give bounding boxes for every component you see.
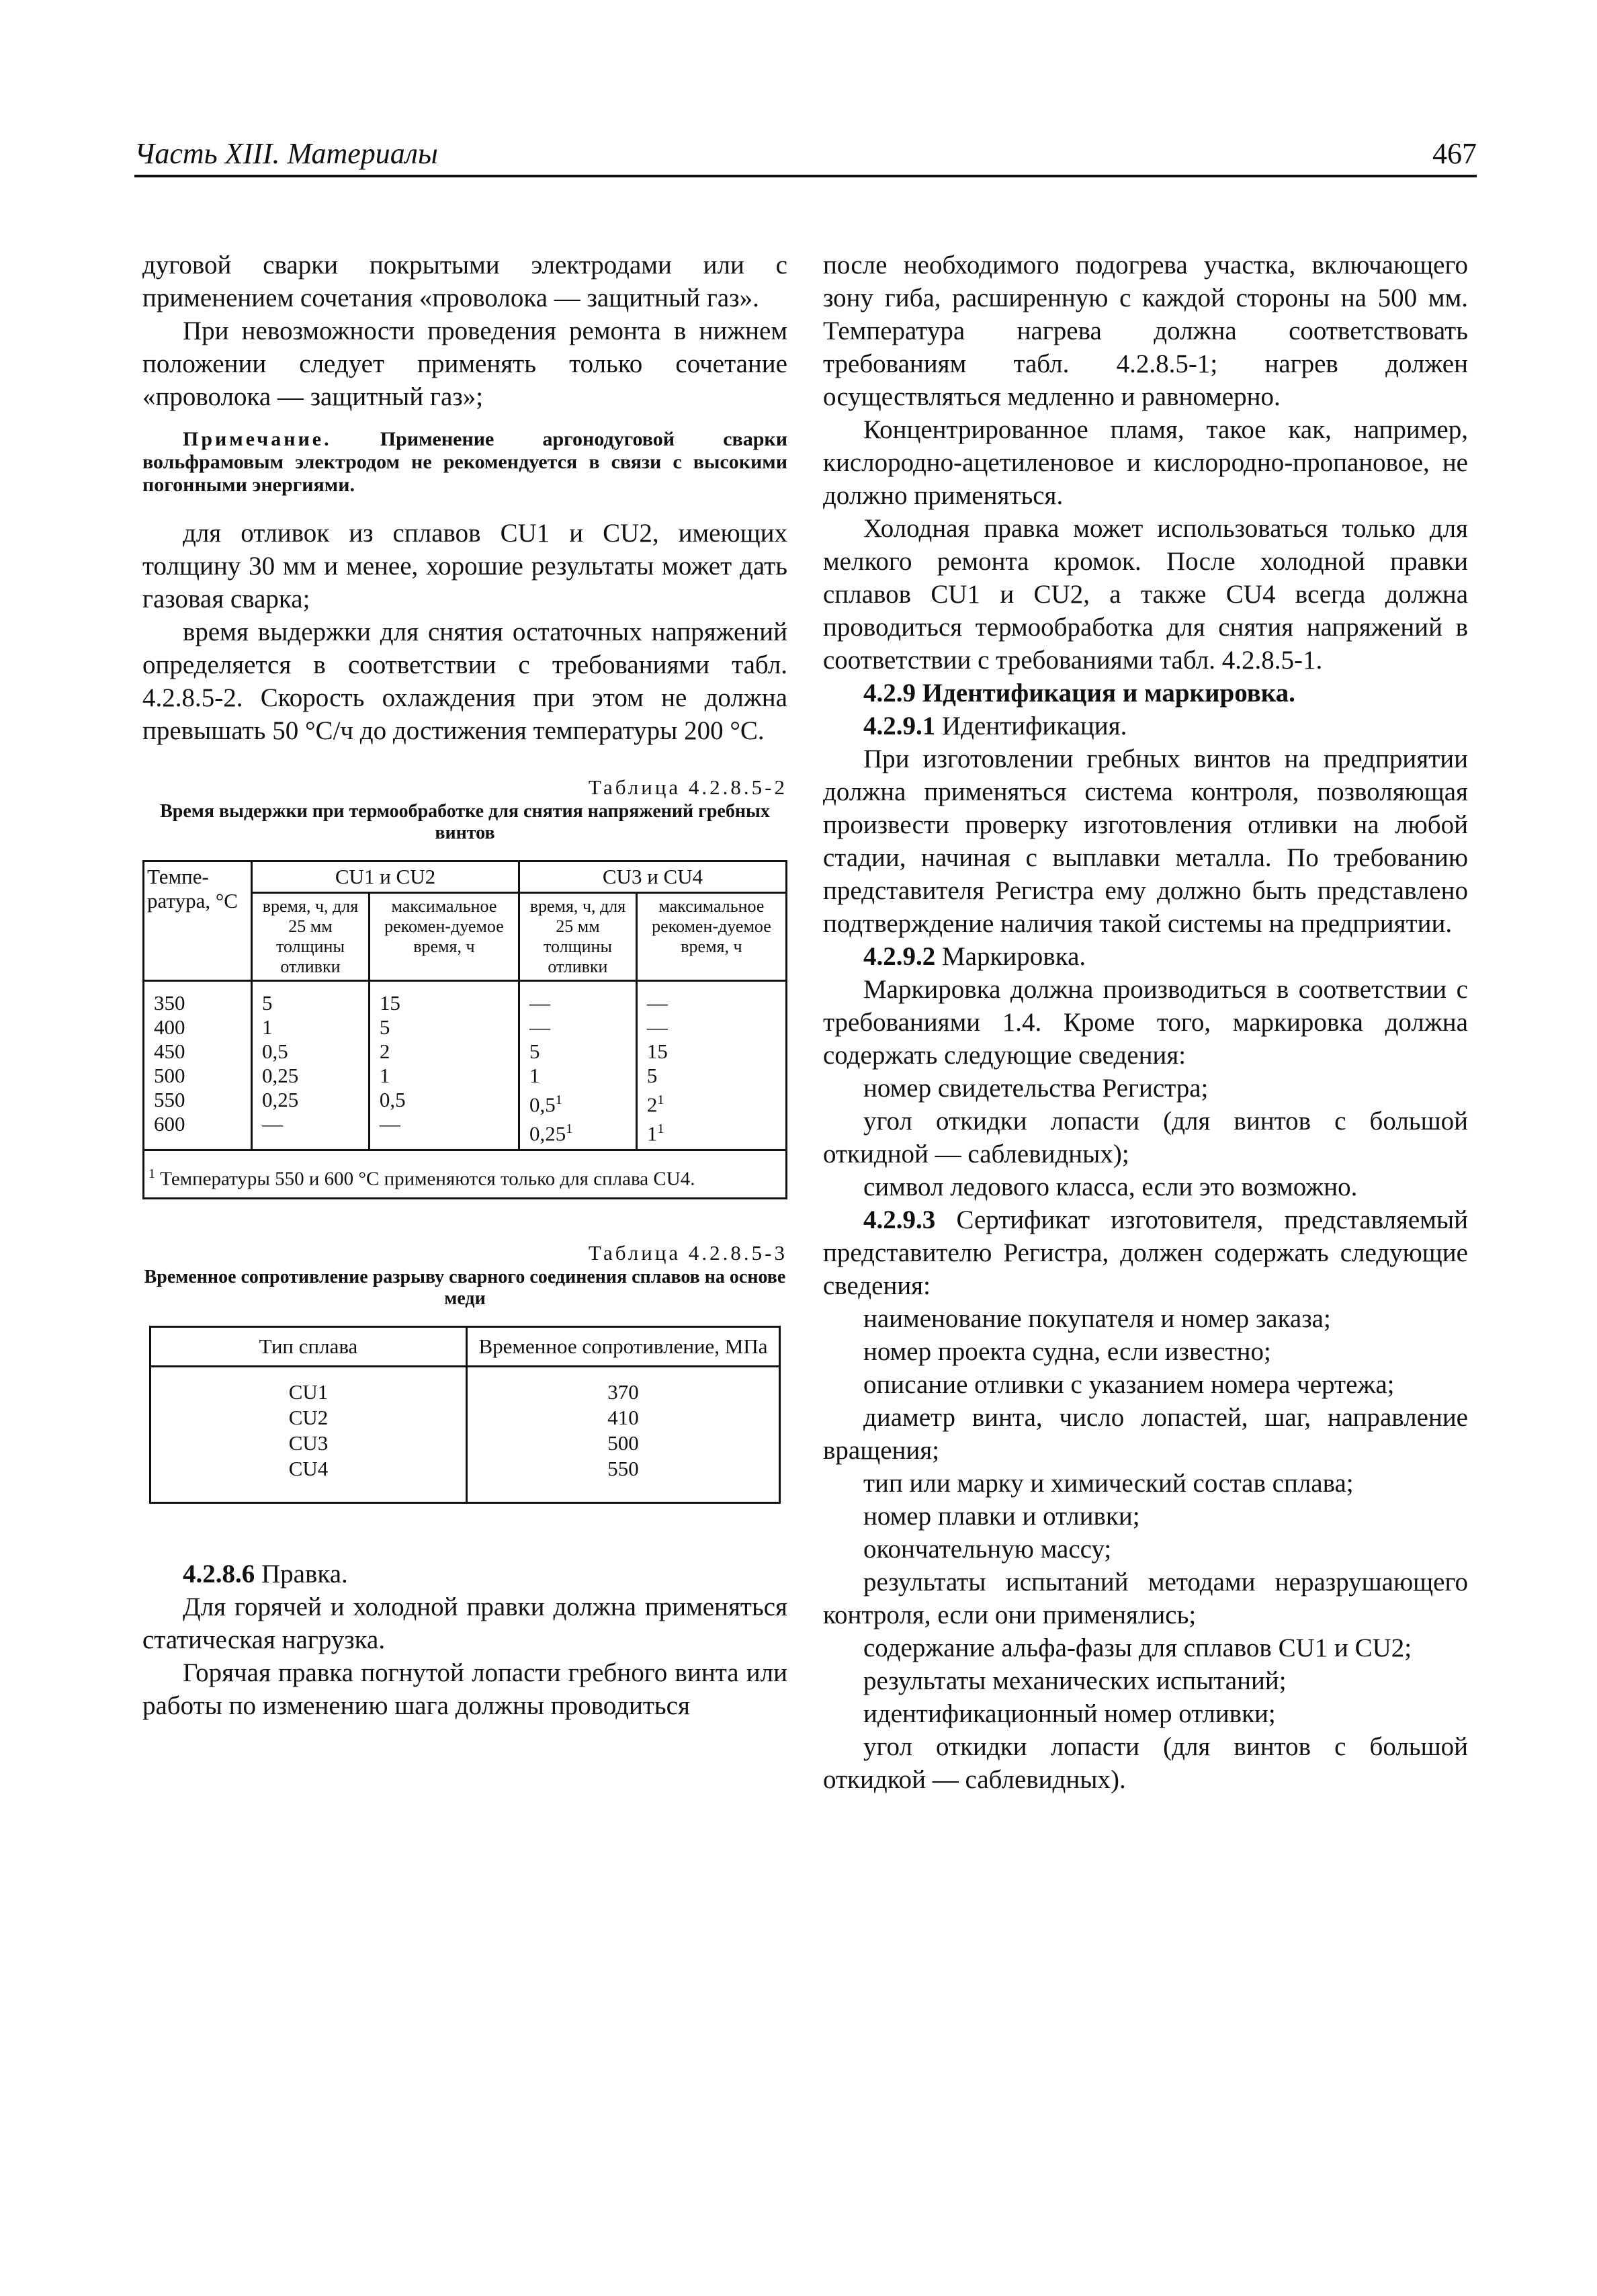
table-cell: — [646, 1015, 668, 1039]
page-header [134, 134, 1477, 177]
list-item: содержание альфа-фазы для сплавов CU1 и CU2; [863, 1633, 1412, 1662]
list-item: тип или марку и химический состав сплава; [863, 1469, 1354, 1498]
paragraph: Маркировка должна производиться в соответствии с требованиями 1.4. Кроме того, маркировка должна содержать следующие сведения: [823, 975, 1468, 1070]
header-alloy: Тип сплава [150, 1327, 467, 1367]
subsection-heading [823, 940, 1468, 973]
section-heading [142, 1558, 787, 1590]
cu34-max-column [636, 981, 786, 1150]
list-item: результаты испытаний методами неразрушающего контроля, если они применялись; [823, 1568, 1468, 1629]
section-number: 4.2.9.3 [863, 1205, 936, 1234]
cu12-time-column: 5 1 0,5 0,25 0,25 — [252, 981, 370, 1150]
paragraph: При изготовлении гребных винтов на предприятии должна применяться система контроля, позволяющая произвести проверку изготовления отливки на любой стадии, начиная с выплавки металла. По требованию представителя Регистра ему должно быть представлено подтверждение наличия такой системы на предприятии. [823, 745, 1468, 938]
right-column [823, 249, 1468, 1796]
list-item: окончательную массу; [863, 1535, 1112, 1564]
page-number: 467 [1432, 137, 1477, 170]
cu34-time-column [519, 981, 636, 1150]
strength-column: 370 410 500 550 [467, 1367, 780, 1503]
list-item: символ ледового класса, если это возможно. [863, 1173, 1358, 1201]
section-number: 4.2.9.1 [863, 712, 936, 740]
header-temp: Темпе-ратура, °С [144, 861, 252, 981]
paragraph: Концентрированное пламя, такое как, например, кислородно-ацетиленовое и кислородно-пропановое, не должно применяться. [823, 415, 1468, 510]
subsection-heading [823, 1203, 1468, 1302]
header-group-cu1-cu2: CU1 и CU2 [252, 861, 519, 893]
table-caption: Таблица 4.2.8.5-3 [588, 1241, 787, 1265]
header-group-cu3-cu4: CU3 и CU4 [519, 861, 786, 893]
footnote-text: Температуры 550 и 600 °С применяются только для сплава CU4. [160, 1168, 695, 1190]
list-item: наименование покупателя и номер заказа; [863, 1304, 1331, 1333]
paragraph: При невозможности проведения ремонта в нижнем положении следует применять только сочетание «проволока — защитный газ»; [142, 316, 787, 411]
list-item: описание отливки с указанием номера чертежа; [863, 1370, 1395, 1399]
footnote-mark: 1 [148, 1166, 155, 1181]
header-time-1: время, ч, для 25 мм толщины отливки [252, 893, 370, 981]
footnote-mark: 1 [657, 1093, 664, 1107]
table-cell: 0,25 [529, 1121, 566, 1146]
table-cell: 15 [646, 1039, 668, 1063]
paragraph: Для горячей и холодной правки должна применяться статическая нагрузка. [142, 1592, 787, 1655]
list-item: идентификационный номер отливки; [863, 1699, 1276, 1728]
list-item: номер проекта судна, если известно; [863, 1337, 1271, 1366]
list-item: номер свидетельства Регистра; [863, 1074, 1209, 1103]
list-item: угол откидки лопасти (для винтов с большой откидкой — саблевидных). [823, 1732, 1468, 1794]
table-footnote [144, 1150, 787, 1199]
alloy-column: CU1 CU2 CU3 CU4 [150, 1367, 467, 1503]
paragraph: Холодная правка может использоваться только для мелкого ремонта кромок. После холодной правки сплавов CU1 и CU2, а также CU4 всегда должна проводиться термообработка для снятия напряжений в соответствии с требованиями табл. 4.2.8.5-1. [823, 514, 1468, 675]
table-cell: 2 [646, 1093, 658, 1117]
left-column [142, 249, 787, 1722]
section-title: Правка. [261, 1560, 348, 1589]
stress-relief-table [142, 860, 787, 1199]
list-item: угол откидки лопасти (для винтов с большой откидной — саблевидных); [823, 1107, 1468, 1168]
section-number: 4.2.9.2 [863, 942, 936, 971]
header-max-2: максимальное рекомен-дуемое время, ч [636, 893, 786, 981]
tensile-strength-table [149, 1326, 781, 1504]
section-number: 4.2.8.6 [183, 1560, 255, 1589]
table-cell: 5 [529, 1039, 540, 1063]
section-title: Идентификация. [942, 712, 1127, 740]
table-cell: 5 [646, 1064, 658, 1087]
table-cell: 1 [646, 1121, 658, 1146]
footnote-mark: 1 [566, 1121, 573, 1137]
subsection-heading [823, 710, 1468, 742]
note-label: Примечание. [183, 428, 332, 450]
list-item: диаметр винта, число лопастей, шаг, направление вращения; [823, 1403, 1468, 1465]
paragraph: время выдержки для снятия остаточных напряжений определяется в соответствии с требованиями табл. 4.2.8.5-2. Скорость охлаждения при этом не должна превышать 50 °С/ч до достижения температуры 200 °С. [142, 618, 787, 745]
paragraph: дуговой сварки покрытыми электродами или с применением сочетания «проволока — защитный газ». [142, 251, 787, 312]
table-title: Временное сопротивление разрыву сварного соединения сплавов на основе меди [144, 1267, 786, 1310]
note [142, 428, 787, 497]
header-time-2: время, ч, для 25 мм толщины отливки [519, 893, 636, 981]
header-max-1: максимальное рекомен-дуемое время, ч [369, 893, 519, 981]
footnote-mark: 1 [555, 1093, 562, 1107]
table-cell: — [529, 1015, 550, 1039]
list-item: результаты механических испытаний; [863, 1666, 1287, 1695]
header-strength: Временное сопротивление, МПа [467, 1327, 780, 1367]
table-caption: Таблица 4.2.8.5-2 [588, 775, 787, 799]
section-text: Сертификат изготовителя, представляемый представителю Регистра, должен содержать следующие сведения: [823, 1205, 1469, 1300]
footnote-mark: 1 [657, 1121, 664, 1137]
paragraph: Горячая правка погнутой лопасти гребного винта или работы по изменению шага должны проводиться [142, 1658, 787, 1721]
table-cell: 1 [529, 1064, 540, 1087]
table-cell: — [529, 991, 550, 1015]
table-cell: — [646, 991, 668, 1015]
table-cell: 0,5 [529, 1093, 556, 1117]
temp-column: 350 400 450 500 550 600 [144, 981, 252, 1150]
section-heading: 4.2.9 Идентификация и маркировка. [863, 679, 1295, 708]
running-title: Часть XIII. Материалы [134, 137, 438, 170]
paragraph: после необходимого подогрева участка, включающего зону гиба, расширенную с каждой стороны на 500 мм. Температура нагрева должна соответствовать требованиям табл. 4.2.8.5-1; нагрев должен осуществляться медленно и равномерно. [823, 251, 1468, 411]
paragraph: для отливок из сплавов CU1 и CU2, имеющих толщину 30 мм и менее, хорошие результаты может дать газовая сварка; [142, 519, 787, 613]
section-title: Маркировка. [942, 942, 1086, 971]
note-text: Применение аргонодуговой сварки вольфрамовым электродом не рекомендуется в связи с высокими погонными энергиями. [142, 428, 787, 496]
table-title: Время выдержки при термообработке для снятия напряжений гребных винтов [160, 801, 770, 843]
cu12-max-column: 15 5 2 1 0,5 — [369, 981, 519, 1150]
list-item: номер плавки и отливки; [863, 1502, 1140, 1531]
